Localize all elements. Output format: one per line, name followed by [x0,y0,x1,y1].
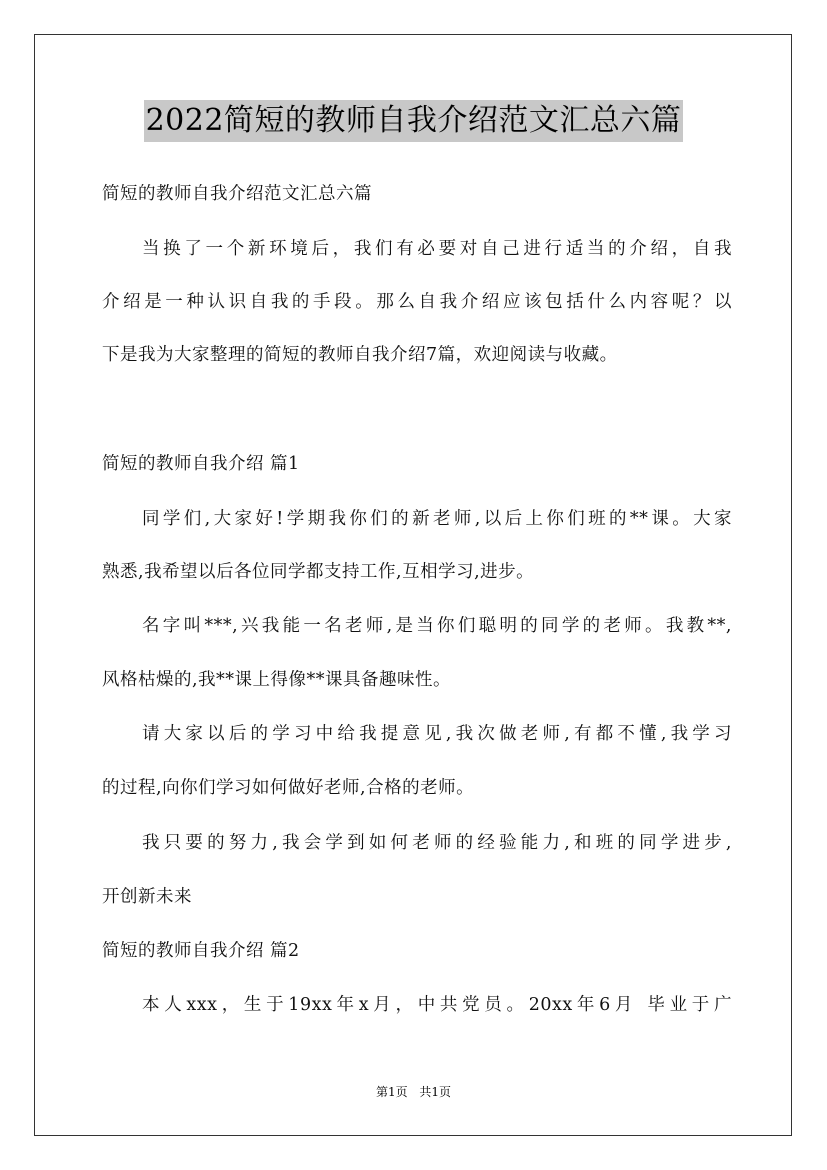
section-heading: 简短的教师自我介绍 篇1 [102,454,300,474]
paragraph-line: 风格枯燥的,我**课上得像**课具备趣味性。 [102,670,452,690]
paragraph-line: 开创新未来 [102,887,192,907]
page-number: 第1页 [375,1085,408,1099]
subtitle: 简短的教师自我介绍范文汇总六篇 [102,184,372,204]
intro-line: 介绍是一种认识自我的手段。那么自我介绍应该包括什么内容呢？以 [102,292,732,312]
intro-line: 下是我为大家整理的简短的教师自我介绍7篇，欢迎阅读与收藏。 [102,345,618,365]
paragraph-line: 名字叫***,兴我能一名老师,是当你们聪明的同学的老师。我教**, [142,616,732,636]
intro-line: 当换了一个新环境后，我们有必要对自己进行适当的介绍，自我 [142,239,732,259]
page-footer [0,1084,827,1100]
paragraph-line: 熟悉,我希望以后各位同学都支持工作,互相学习,进步。 [102,562,535,582]
paragraph-line: 本人xxx，生于19xx年x月，中共党员。20xx年6月 毕业于广 [142,995,732,1015]
paragraph-line: 我只要的努力,我会学到如何老师的经验能力,和班的同学进步, [142,833,732,853]
document-title: 2022简短的教师自我介绍范文汇总六篇 [144,100,684,142]
paragraph-line: 的过程,向你们学习如何做好老师,合格的老师。 [102,778,475,798]
section-heading: 简短的教师自我介绍 篇2 [102,941,300,961]
paragraph-line: 请大家以后的学习中给我提意见,我次做老师,有都不懂,我学习 [142,724,732,744]
title-container [0,100,827,142]
paragraph-line: 同学们,大家好!学期我你们的新老师,以后上你们班的**课。大家 [142,509,732,529]
page-total: 共1页 [419,1085,452,1099]
